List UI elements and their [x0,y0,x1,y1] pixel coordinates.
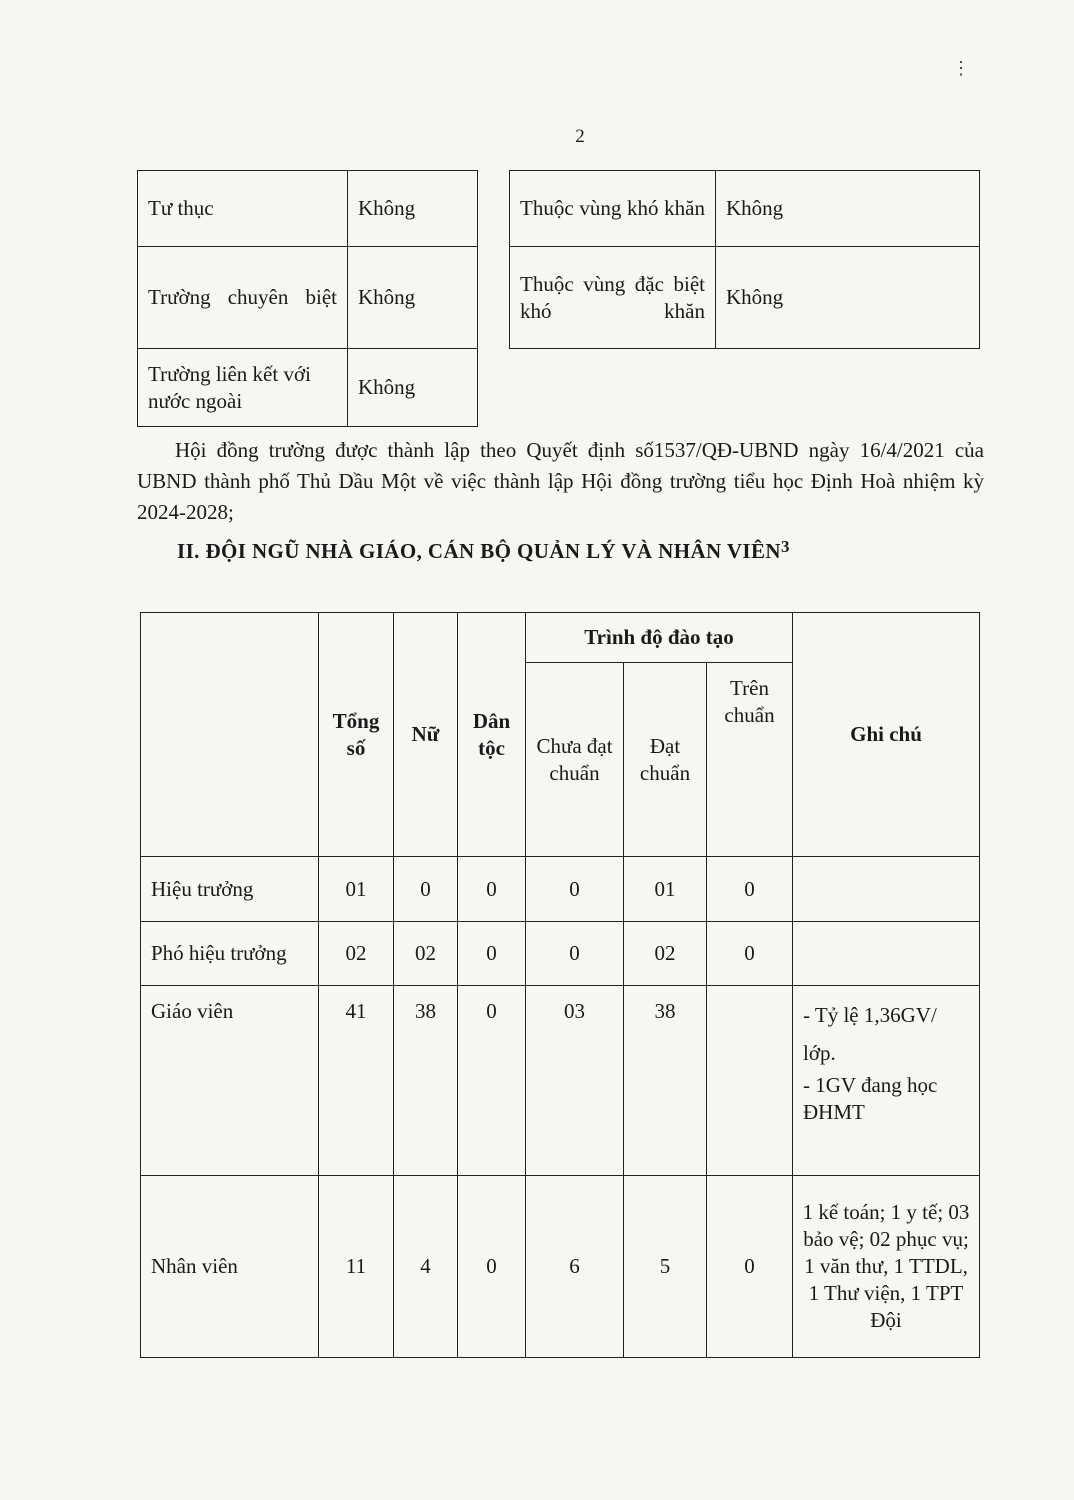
standard-cell: 02 [624,922,707,986]
below-cell: 03 [526,986,624,1176]
value-cell: Không [348,247,478,349]
ethnic-cell: 0 [458,1176,526,1358]
below-standard-header: Chưa đạt chuẩn [526,663,624,857]
total-cell: 11 [319,1176,394,1358]
value-cell: Không [716,247,980,349]
header-row [141,613,980,663]
council-paragraph: Hội đồng trường được thành lập theo Quyết định số1537/QĐ-UBND ngày 16/4/2021 của UBND thành phố Thủ Dầu Một về việc thành lập Hội đồng trường tiểu học Định Hoà nhiệm kỳ 2024-2028; [137,438,984,524]
standard-cell: 38 [624,986,707,1176]
table-row [138,171,478,247]
school-type-table-left [137,170,478,427]
table-row [138,247,478,349]
total-cell: 41 [319,986,394,1176]
table-row [510,247,980,349]
role-header [141,613,319,857]
ethnic-cell: 0 [458,986,526,1176]
corner-mark: ⋮ [952,58,970,78]
note-cell [793,922,980,986]
table-row [141,986,980,1176]
section-heading [177,537,977,564]
ethnic-cell: 0 [458,857,526,922]
role-cell: Nhân viên [141,1176,319,1358]
label-cell: Trường liên kết với nước ngoài [138,349,348,427]
label-cell: Trường chuyên biệt [138,247,348,349]
above-cell: 0 [707,857,793,922]
note-cell [793,986,980,1176]
above-standard-header: Trên chuẩn [707,663,793,857]
above-cell: 0 [707,922,793,986]
below-cell: 6 [526,1176,624,1358]
below-cell: 0 [526,857,624,922]
standard-cell: 5 [624,1176,707,1358]
table-row [141,857,980,922]
note-header: Ghi chú [793,613,980,857]
role-cell: Phó hiệu trưởng [141,922,319,986]
table-row [141,922,980,986]
footnote-marker: 3 [780,537,790,556]
value-cell: Không [348,349,478,427]
standard-cell: 01 [624,857,707,922]
female-cell: 38 [394,986,458,1176]
female-cell: 4 [394,1176,458,1358]
female-cell: 02 [394,922,458,986]
below-cell: 0 [526,922,624,986]
note-cell [793,857,980,922]
above-cell: 0 [707,1176,793,1358]
standard-header: Đạt chuẩn [624,663,707,857]
label-cell: Tư thục [138,171,348,247]
training-header: Trình độ đào tạo [526,613,793,663]
total-cell: 01 [319,857,394,922]
role-cell: Giáo viên [141,986,319,1176]
section-heading-text: II. ĐỘI NGŨ NHÀ GIÁO, CÁN BỘ QUẢN LÝ VÀ NHÂN VIÊN [177,539,781,563]
female-cell: 0 [394,857,458,922]
value-cell: Không [716,171,980,247]
table-row [510,171,980,247]
label-cell: Thuộc vùng đặc biệt khó khăn [510,247,716,349]
staff-table [140,612,980,1358]
ethnic-cell: 0 [458,922,526,986]
note-line: - 1GV đang học ĐHMT [803,1073,938,1124]
school-type-table-right [509,170,980,349]
total-header: Tổng số [319,613,394,857]
note-cell: 1 kế toán; 1 y tế; 03 bảo vệ; 02 phục vụ; 1 văn thư, 1 TTDL, 1 Thư viện, 1 TPT Đội [793,1176,980,1358]
total-cell: 02 [319,922,394,986]
role-cell: Hiệu trưởng [141,857,319,922]
above-cell [707,986,793,1176]
value-cell: Không [348,171,478,247]
ethnic-header: Dân tộc [458,613,526,857]
table-row [141,1176,980,1358]
page-number: 2 [575,126,585,147]
label-cell: Thuộc vùng khó khăn [510,171,716,247]
table-row [138,349,478,427]
female-header: Nữ [394,613,458,857]
note-line: - Tỷ lệ 1,36GV/ lớp. [803,1003,937,1065]
